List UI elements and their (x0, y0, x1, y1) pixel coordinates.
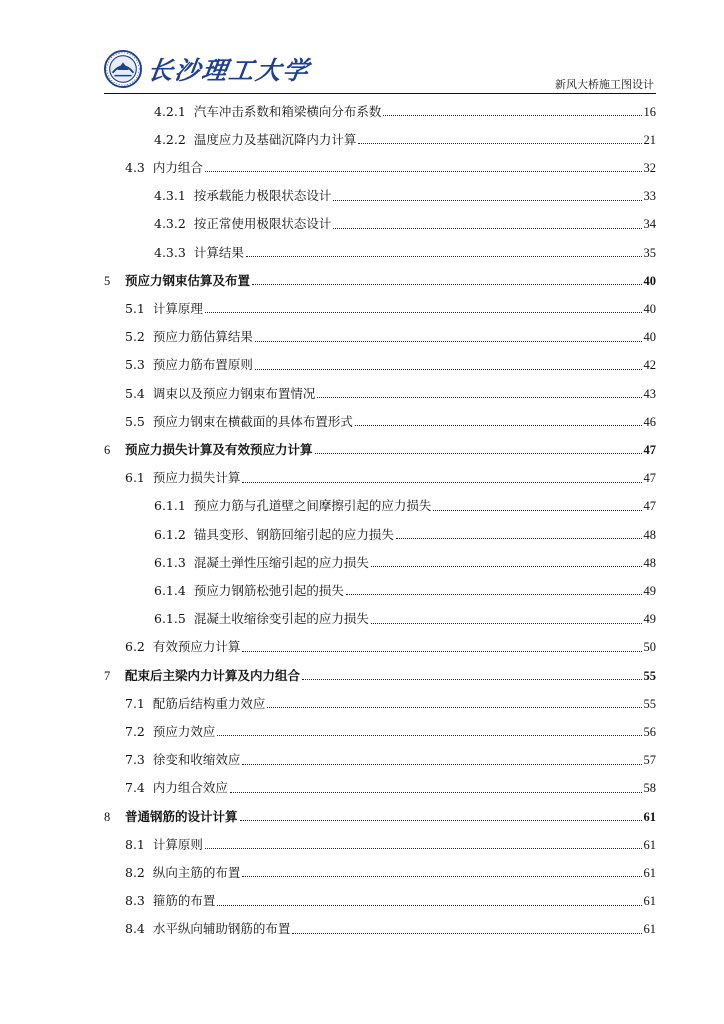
toc-entry-title: 计算原理 (152, 300, 203, 316)
toc-dot-leader (292, 932, 641, 934)
toc-entry[interactable] (104, 372, 656, 400)
toc-entry[interactable] (104, 823, 656, 851)
toc-dot-leader (242, 481, 641, 483)
toc-entry-number: 4.2.1 (154, 103, 186, 119)
toc-entry-title: 计算结果 (193, 244, 244, 260)
toc-entry-title: 温度应力及基础沉降内力计算 (193, 131, 357, 147)
toc-entry-number: 4.3 (125, 159, 145, 175)
toc-entry-page: 40 (643, 330, 656, 345)
toc-entry-page: 55 (643, 696, 656, 711)
toc-entry-title: 调束以及预应力钢束布置情况 (152, 385, 316, 401)
toc-entry[interactable] (104, 203, 656, 231)
toc-dot-leader (267, 706, 641, 708)
toc-entry[interactable] (104, 259, 656, 287)
toc-entry-title: 锚具变形、钢筋回缩引起的应力损失 (193, 526, 394, 542)
toc-dot-leader (255, 368, 642, 370)
toc-entry-title: 预应力钢束在横截面的具体布置形式 (152, 413, 353, 429)
toc-entry-title: 徐变和收缩效应 (152, 752, 241, 768)
university-logo-text: 长沙理工大学 (145, 56, 312, 85)
toc-entry[interactable] (104, 795, 656, 823)
toc-entry-number: 4.3.2 (154, 216, 186, 232)
university-logo (104, 50, 310, 88)
toc-entry-page: 49 (643, 612, 656, 627)
toc-entry-number: 7.1 (125, 695, 145, 711)
toc-entry-page: 46 (643, 414, 656, 429)
toc-entry-page: 58 (643, 781, 656, 796)
toc-entry-page: 61 (643, 922, 656, 937)
toc-entry[interactable] (104, 118, 656, 146)
toc-entry-title: 预应力钢束估算及布置 (125, 272, 251, 288)
toc-dot-leader (302, 678, 641, 680)
toc-entry-number: 7.4 (125, 780, 145, 796)
toc-dot-leader (217, 734, 641, 736)
toc-entry-number: 6 (104, 442, 111, 457)
toc-dot-leader (346, 593, 642, 595)
toc-entry-number: 5.5 (125, 413, 145, 429)
toc-entry-title: 配筋后结构重力效应 (152, 695, 266, 711)
toc-entry-page: 61 (643, 809, 656, 824)
toc-entry-number: 6.1 (125, 470, 145, 486)
toc-entry-page: 16 (643, 104, 656, 119)
toc-dot-leader (252, 283, 641, 285)
toc-entry-title: 按正常使用极限状态设计 (193, 216, 332, 232)
toc-entry[interactable] (104, 457, 656, 485)
toc-entry-number: 6.1.5 (154, 611, 186, 627)
toc-entry-title: 预应力损失计算 (152, 470, 241, 486)
toc-entry-page: 40 (643, 301, 656, 316)
toc-entry[interactable] (104, 428, 656, 456)
toc-entry-page: 61 (643, 865, 656, 880)
toc-dot-leader (433, 509, 641, 511)
toc-entry[interactable] (104, 231, 656, 259)
toc-entry-number: 4.3.3 (154, 244, 186, 260)
toc-entry-number: 5.2 (125, 329, 145, 345)
toc-entry-number: 8 (104, 809, 111, 824)
toc-dot-leader (371, 565, 642, 567)
toc-entry-title: 有效预应力计算 (152, 639, 241, 655)
toc-entry-title: 预应力筋与孔道壁之间摩擦引起的应力损失 (193, 498, 432, 514)
toc-entry-number: 6.1.1 (154, 498, 186, 514)
toc-entry-number: 5.4 (125, 385, 145, 401)
toc-entry-page: 40 (643, 273, 656, 288)
toc-entry-number: 6.1.3 (154, 554, 186, 570)
toc-dot-leader (355, 424, 642, 426)
toc-dot-leader (333, 199, 641, 201)
toc-entry[interactable] (104, 710, 656, 738)
toc-entry-page: 48 (643, 555, 656, 570)
toc-entry[interactable] (104, 598, 656, 626)
page-header (104, 48, 656, 94)
toc-entry-page: 42 (643, 358, 656, 373)
toc-dot-leader (317, 396, 641, 398)
toc-entry[interactable] (104, 541, 656, 569)
toc-entry-page: 57 (643, 753, 656, 768)
toc-entry-page: 33 (643, 189, 656, 204)
toc-dot-leader (371, 622, 642, 624)
university-seal-icon (104, 50, 142, 88)
toc-entry-number: 8.1 (125, 836, 145, 852)
toc-entry[interactable] (104, 654, 656, 682)
toc-entry-title: 预应力筋估算结果 (152, 329, 253, 345)
toc-dot-leader (230, 791, 642, 793)
toc-entry-page: 47 (643, 471, 656, 486)
toc-entry-number: 8.3 (125, 893, 145, 909)
toc-dot-leader (333, 227, 641, 229)
toc-dot-leader (205, 170, 642, 172)
toc-entry-number: 4.3.1 (154, 188, 186, 204)
toc-entry[interactable] (104, 344, 656, 372)
toc-entry-title: 混凝土弹性压缩引起的应力损失 (193, 554, 369, 570)
toc-dot-leader (242, 763, 641, 765)
toc-entry-number: 7.2 (125, 723, 145, 739)
toc-dot-leader (217, 904, 641, 906)
toc-entry-number: 8.4 (125, 921, 145, 937)
toc-entry-page: 55 (643, 668, 656, 683)
toc-entry-page: 34 (643, 217, 656, 232)
toc-entry-page: 61 (643, 837, 656, 852)
toc-entry[interactable] (104, 880, 656, 908)
toc-entry-title: 纵向主筋的布置 (152, 864, 241, 880)
toc-entry[interactable] (104, 400, 656, 428)
toc-entry-page: 47 (643, 442, 656, 457)
toc-entry-number: 7.3 (125, 752, 145, 768)
toc-entry[interactable] (104, 146, 656, 174)
toc-entry[interactable] (104, 682, 656, 710)
toc-entry-title: 普通钢筋的设计计算 (125, 808, 238, 824)
toc-entry[interactable] (104, 287, 656, 315)
toc-dot-leader (242, 875, 641, 877)
toc-dot-leader (315, 452, 642, 454)
toc-dot-leader (246, 255, 642, 257)
toc-entry-number: 7 (104, 668, 111, 683)
toc-entry[interactable] (104, 485, 656, 513)
toc-entry-number: 4.2.2 (154, 131, 186, 147)
toc-entry-page: 47 (643, 499, 656, 514)
toc-entry-title: 汽车冲击系数和箱梁横向分布系数 (193, 103, 382, 119)
toc-entry-title: 配束后主梁内力计算及内力组合 (125, 667, 301, 683)
toc-entry-page: 35 (643, 245, 656, 260)
toc-entry-number: 5.3 (125, 357, 145, 373)
toc-dot-leader (383, 114, 641, 116)
toc-entry[interactable] (104, 626, 656, 654)
toc-entry[interactable] (104, 513, 656, 541)
toc-entry-number: 6.1.4 (154, 582, 186, 598)
toc-entry-title: 按承载能力极限状态设计 (193, 188, 332, 204)
toc-entry-number: 6.1.2 (154, 526, 186, 542)
toc-entry-page: 48 (643, 527, 656, 542)
toc-dot-leader (242, 650, 641, 652)
toc-entry-title: 计算原则 (152, 836, 203, 852)
toc-entry-page: 61 (643, 894, 656, 909)
toc-entry-page: 50 (643, 640, 656, 655)
toc-entry-page: 21 (643, 132, 656, 147)
toc-entry-number: 5.1 (125, 300, 145, 316)
toc-entry-title: 内力组合 (152, 159, 203, 175)
toc-entry-title: 内力组合效应 (152, 780, 228, 796)
toc-dot-leader (358, 142, 641, 144)
toc-dot-leader (240, 819, 642, 821)
toc-dot-leader (205, 311, 642, 313)
toc-entry[interactable] (104, 175, 656, 203)
toc-entry[interactable] (104, 90, 656, 118)
toc-entry-page: 43 (643, 386, 656, 401)
toc-entry-title: 预应力筋布置原则 (152, 357, 253, 373)
toc-entry[interactable] (104, 851, 656, 879)
document-title: 新风大桥施工图设计 (555, 78, 654, 91)
toc-entry-number: 5 (104, 273, 111, 288)
toc-entry-title: 预应力损失计算及有效预应力计算 (125, 441, 313, 457)
toc-entry-page: 56 (643, 724, 656, 739)
toc-entry-title: 水平纵向辅助钢筋的布置 (152, 921, 291, 937)
toc-entry-title: 箍筋的布置 (152, 893, 216, 909)
toc-entry[interactable] (104, 908, 656, 936)
toc-entry[interactable] (104, 316, 656, 344)
toc-entry-page: 49 (643, 583, 656, 598)
toc-dot-leader (205, 847, 642, 849)
toc-dot-leader (255, 340, 642, 342)
toc-entry-title: 预应力效应 (152, 723, 216, 739)
toc-entry-number: 8.2 (125, 864, 145, 880)
toc-entry-page: 32 (643, 160, 656, 175)
toc-dot-leader (396, 537, 642, 539)
toc-entry-title: 预应力钢筋松弛引起的损失 (193, 582, 344, 598)
toc-entry[interactable] (104, 767, 656, 795)
toc-entry-number: 6.2 (125, 639, 145, 655)
toc-entry[interactable] (104, 739, 656, 767)
toc-entry[interactable] (104, 569, 656, 597)
toc-entry-title: 混凝土收缩徐变引起的应力损失 (193, 611, 369, 627)
